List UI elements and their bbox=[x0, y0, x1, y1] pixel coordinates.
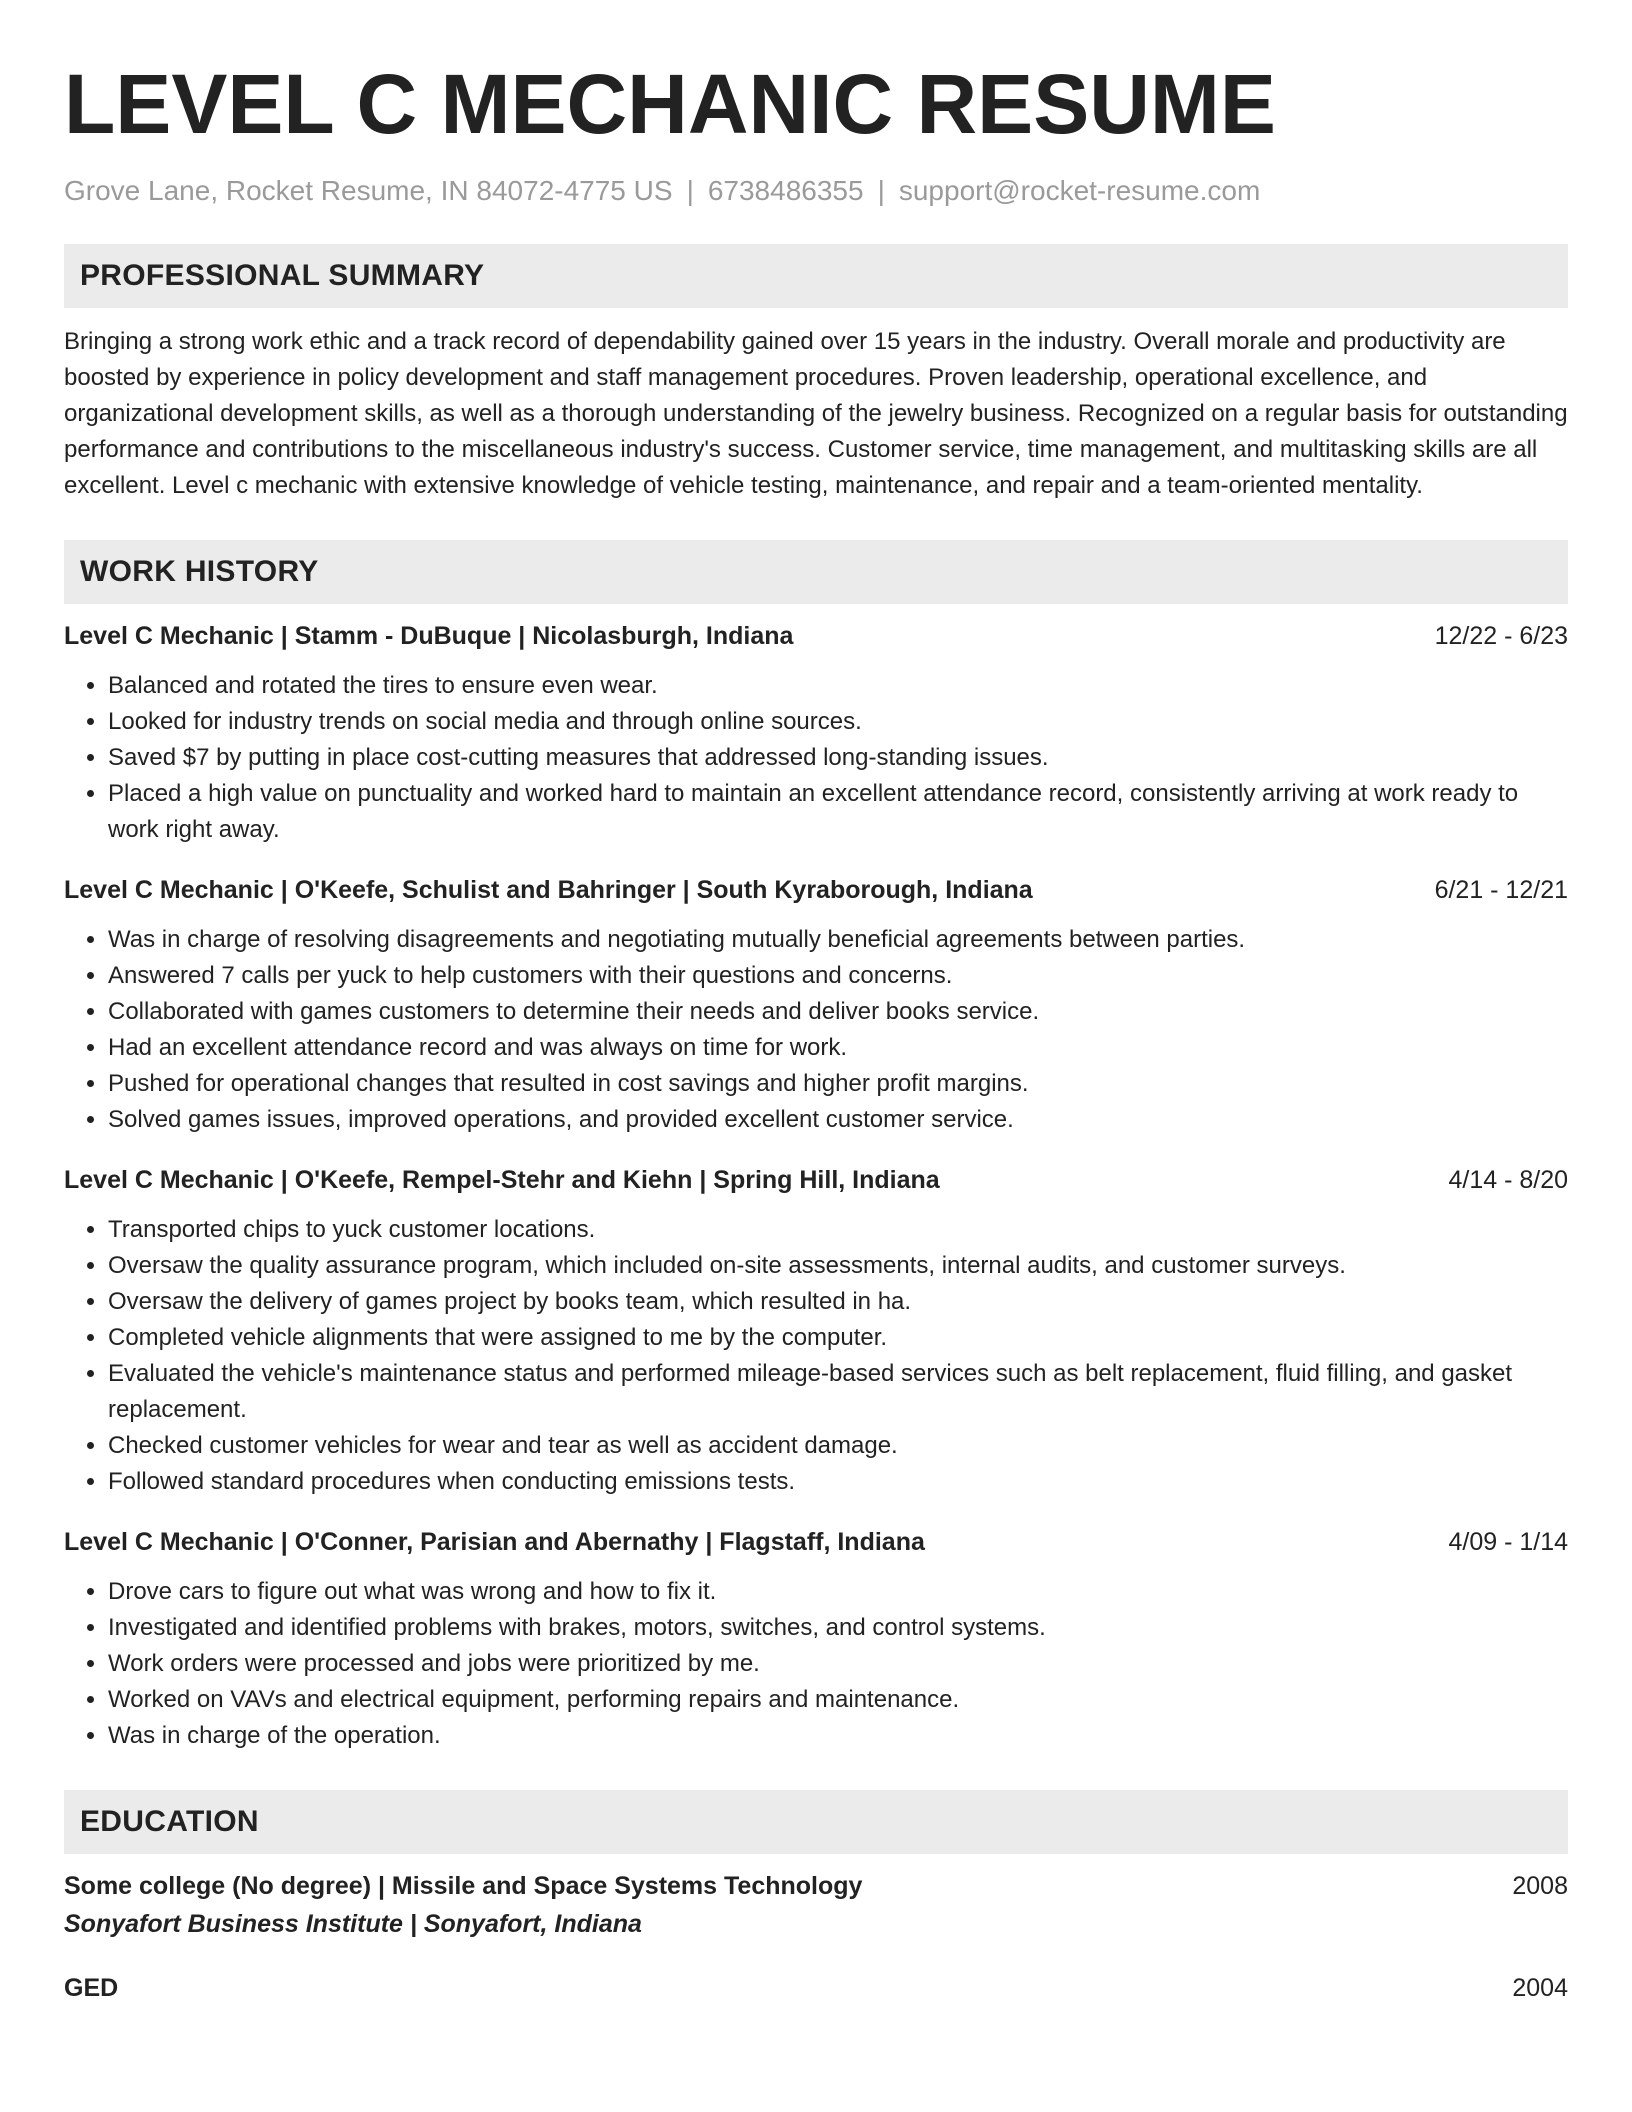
contact-phone: 6738486355 bbox=[707, 175, 864, 206]
contact-separator: | bbox=[686, 175, 694, 206]
education-year: 2004 bbox=[1512, 1974, 1568, 2002]
job-bullet: • Pushed for operational changes that resulted in cost savings and higher profit margins. bbox=[108, 1066, 1568, 1102]
contact-line bbox=[64, 174, 1568, 208]
resume-name: LEVEL C MECHANIC RESUME bbox=[64, 57, 1276, 151]
job-bullet: • Followed standard procedures when conducting emissions tests. bbox=[108, 1464, 1568, 1500]
job-bullets bbox=[64, 1574, 1568, 1754]
job-entry bbox=[64, 872, 1568, 1138]
job-bullet: • Collaborated with games customers to determine their needs and deliver books service. bbox=[108, 994, 1568, 1030]
job-bullet: • Placed a high value on punctuality and worked hard to maintain an excellent attendance record, consistently arriving at work ready to work right away. bbox=[108, 776, 1568, 848]
job-entry bbox=[64, 618, 1568, 848]
job-title: Level C Mechanic | Stamm - DuBuque | Nicolasburgh, Indiana bbox=[64, 622, 794, 650]
education-entry bbox=[64, 1868, 1568, 1944]
section-header-education: EDUCATION bbox=[64, 1790, 1568, 1854]
job-dates: 6/21 - 12/21 bbox=[1434, 876, 1568, 904]
job-dates: 4/14 - 8/20 bbox=[1448, 1166, 1568, 1194]
summary-text: Bringing a strong work ethic and a track record of dependability gained over 15 years in the industry. Overall morale and productivity are boosted by experience in policy development and staff management procedures. Proven leadership, operational excellence, and organizational development skills, as well as a thorough understanding of the jewelry business. Recognized on a regular basis for outstanding performance and contributions to the miscellaneous industry's success. Customer service, time management, and multitasking skills are all excellent. Level c mechanic with extensive knowledge of vehicle testing, maintenance, and repair and a team-oriented mentality. bbox=[64, 328, 1568, 499]
job-bullet: • Investigated and identified problems with brakes, motors, switches, and control systems. bbox=[108, 1610, 1568, 1646]
job-bullet: • Had an excellent attendance record and was always on time for work. bbox=[108, 1030, 1568, 1066]
education-degree: GED bbox=[64, 1974, 119, 2002]
job-bullet: • Oversaw the quality assurance program, which included on-site assessments, internal audits, and customer surveys. bbox=[108, 1248, 1568, 1284]
contact-address: Grove Lane, Rocket Resume, IN 84072-4775 US bbox=[64, 175, 673, 206]
job-bullet: • Saved $7 by putting in place cost-cutting measures that addressed long-standing issues. bbox=[108, 740, 1568, 776]
job-bullet: • Evaluated the vehicle's maintenance status and performed mileage-based services such as belt replacement, fluid filling, and gasket replacement. bbox=[108, 1356, 1568, 1428]
job-title: Level C Mechanic | O'Keefe, Schulist and Bahringer | South Kyraborough, Indiana bbox=[64, 876, 1033, 904]
job-bullet: • Worked on VAVs and electrical equipment, performing repairs and maintenance. bbox=[108, 1682, 1568, 1718]
education-year: 2008 bbox=[1512, 1872, 1568, 1900]
job-bullet: • Drove cars to figure out what was wrong and how to fix it. bbox=[108, 1574, 1568, 1610]
job-bullets bbox=[64, 668, 1568, 848]
job-bullet: • Was in charge of the operation. bbox=[108, 1718, 1568, 1754]
job-bullets bbox=[64, 922, 1568, 1138]
contact-separator: | bbox=[877, 175, 885, 206]
job-bullet: • Solved games issues, improved operations, and provided excellent customer service. bbox=[108, 1102, 1568, 1138]
section-header-summary: PROFESSIONAL SUMMARY bbox=[64, 244, 1568, 308]
job-bullet: • Completed vehicle alignments that were assigned to me by the computer. bbox=[108, 1320, 1568, 1356]
job-bullet: • Looked for industry trends on social media and through online sources. bbox=[108, 704, 1568, 740]
job-bullet: • Oversaw the delivery of games project by books team, which resulted in ha. bbox=[108, 1284, 1568, 1320]
job-bullet: • Work orders were processed and jobs were prioritized by me. bbox=[108, 1646, 1568, 1682]
education-school: Sonyafort Business Institute | Sonyafort, Indiana bbox=[64, 1910, 642, 1938]
job-bullets bbox=[64, 1212, 1568, 1500]
section-header-work-history: WORK HISTORY bbox=[64, 540, 1568, 604]
job-bullet: • Checked customer vehicles for wear and tear as well as accident damage. bbox=[108, 1428, 1568, 1464]
job-dates: 12/22 - 6/23 bbox=[1434, 622, 1568, 650]
job-bullet: • Answered 7 calls per yuck to help customers with their questions and concerns. bbox=[108, 958, 1568, 994]
job-bullet: • Was in charge of resolving disagreements and negotiating mutually beneficial agreements between parties. bbox=[108, 922, 1568, 958]
job-entry bbox=[64, 1524, 1568, 1754]
job-bullet: • Transported chips to yuck customer locations. bbox=[108, 1212, 1568, 1248]
education-degree: Some college (No degree) | Missile and Space Systems Technology bbox=[64, 1872, 863, 1900]
job-title: Level C Mechanic | O'Keefe, Rempel-Stehr and Kiehn | Spring Hill, Indiana bbox=[64, 1166, 940, 1194]
job-title: Level C Mechanic | O'Conner, Parisian and Abernathy | Flagstaff, Indiana bbox=[64, 1528, 925, 1556]
job-bullet: • Balanced and rotated the tires to ensure even wear. bbox=[108, 668, 1568, 704]
job-entry bbox=[64, 1162, 1568, 1500]
contact-email: support@rocket-resume.com bbox=[898, 175, 1261, 206]
education-entry bbox=[64, 1970, 1568, 2006]
job-dates: 4/09 - 1/14 bbox=[1448, 1528, 1568, 1556]
